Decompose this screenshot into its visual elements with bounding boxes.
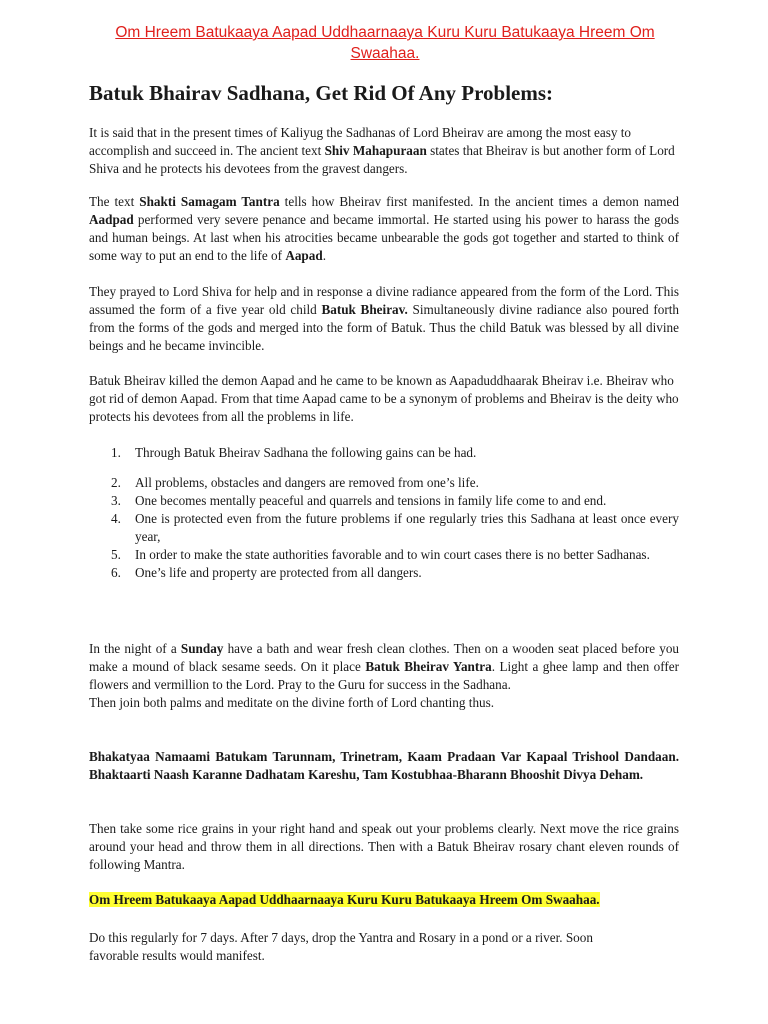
killed-paragraph: Batuk Bheirav killed the demon Aapad and he came to be known as Aapaduddhaarak Bheirav i.e. Bheirav who got rid of demon Aapad. From that time Aapad came to be a synonym of problems and Bheirav is the deity who protects his devotees from all the problems in life. bbox=[89, 373, 679, 424]
intro-bold-shiv-mahapuraan: Shiv Mahapuraan bbox=[324, 143, 427, 158]
intro-text-1: It is said that in the present times of Kaliyug the Sadhanas of Lord Bheirav are among the most easy to accomplish and succeed in. The ancient text bbox=[89, 125, 632, 158]
list-item bbox=[89, 510, 679, 546]
list-text: One’s life and property are protected from all dangers. bbox=[135, 565, 422, 580]
list-number: 2. bbox=[111, 475, 121, 490]
header-mantra: Om Hreem Batukaaya Aapad Uddhaarnaaya Kuru Kuru Batukaaya Hreem Om Swaahaa. bbox=[115, 24, 655, 62]
origin-text-1: The text bbox=[89, 194, 140, 209]
prayer-text-2: Simultaneously divine radiance also poured forth from the forms of the gods and merged into the form of Batuk. Thus the child Batuk was blessed by all divine beings and he became invincible. bbox=[89, 302, 679, 353]
list-text: In order to make the state authorities favorable and to win court cases there is no better Sadhanas. bbox=[135, 547, 650, 562]
list-item bbox=[89, 492, 679, 510]
list-number: 1. bbox=[111, 445, 121, 460]
list-text: All problems, obstacles and dangers are removed from one’s life. bbox=[135, 475, 479, 490]
closing-paragraph bbox=[89, 929, 679, 965]
closing-line-1: Do this regularly for 7 days. After 7 days, drop the Yantra and Rosary in a pond or a river. Soon bbox=[89, 930, 593, 945]
list-item bbox=[89, 474, 679, 492]
list-number: 3. bbox=[111, 493, 121, 508]
ritual-paragraph bbox=[89, 640, 679, 712]
ritual-text-1: In the night of a bbox=[89, 641, 181, 656]
mantra-highlight: Om Hreem Batukaaya Aapad Uddhaarnaaya Kuru Kuru Batukaaya Hreem Om Swaahaa. bbox=[89, 892, 600, 907]
prayer-paragraph bbox=[89, 283, 679, 355]
origin-bold-2: Aadpad bbox=[89, 212, 134, 227]
origin-text-4: . bbox=[322, 248, 326, 263]
ritual-text-4: Then join both palms and meditate on the divine forth of Lord chanting thus. bbox=[89, 695, 495, 710]
mantra-highlight-paragraph bbox=[89, 891, 679, 909]
list-item bbox=[89, 546, 679, 564]
list-text: One is protected even from the future problems if one regularly tries this Sadhana at least once every year, bbox=[135, 511, 679, 544]
prayer-text-1: They prayed to Lord Shiva for help and in response a divine radiance appeared from the form of the Lord. This assumed the form of a five year old child bbox=[89, 284, 679, 317]
list-number: 5. bbox=[111, 547, 121, 562]
list-text: One becomes mentally peaceful and quarrels and tensions in family life come to and end. bbox=[135, 493, 607, 508]
origin-bold-1: Shakti Samagam Tantra bbox=[139, 194, 280, 209]
list-item bbox=[89, 564, 679, 582]
origin-text-3: performed very severe penance and became immortal. He started using his power to harass the gods and human beings. At last when his atrocities became unbearable the gods got together and started to think of some way to put an end to the life of bbox=[89, 212, 679, 263]
page-title: Batuk Bhairav Sadhana, Get Rid Of Any Problems: bbox=[89, 81, 554, 105]
gains-list bbox=[89, 444, 679, 582]
intro-paragraph bbox=[89, 124, 679, 178]
prayer-bold-1: Batuk Bheirav. bbox=[321, 302, 408, 317]
list-number: 4. bbox=[111, 511, 121, 526]
dhyan-verse: Bhakatyaa Namaami Batukam Tarunnam, Trinetram, Kaam Pradaan Var Kapaal Trishool Dandaan. Bhaktaarti Naash Karanne Dadhatam Kareshu, Tam Kostubhaa-Bharann Bhooshit Divya Deham. bbox=[89, 749, 679, 782]
ritual-text-2: have a bath and wear fresh clean clothes. Then on a wooden seat placed before you make a mound of black sesame seeds. On it place bbox=[89, 641, 680, 674]
list-number: 6. bbox=[111, 565, 121, 580]
origin-text-2: tells how Bheirav first manifested. In the ancient times a demon named bbox=[279, 194, 680, 209]
list-item bbox=[89, 444, 679, 462]
ritual-bold-yantra: Batuk Bheirav Yantra bbox=[365, 659, 492, 674]
ritual-bold-sunday: Sunday bbox=[180, 641, 224, 656]
ritual-text-3: . Light a ghee lamp and then offer flowers and vermillion to the Lord. Pray to the Guru for success in the Sadhana. bbox=[89, 659, 679, 692]
list-text: Through Batuk Bheirav Sadhana the following gains can be had. bbox=[135, 445, 477, 460]
origin-paragraph bbox=[89, 193, 679, 265]
rice-paragraph: Then take some rice grains in your right hand and speak out your problems clearly. Next move the rice grains around your head and throw them in all directions. Then with a Batuk Bheirav rosary chant eleven rounds of following Mantra. bbox=[89, 821, 679, 872]
origin-bold-3: Aapad bbox=[285, 248, 323, 263]
closing-line-2: favorable results would manifest. bbox=[89, 948, 265, 963]
intro-text-2: states that Bheirav is but another form of Lord Shiva and he protects his devotees from the gravest dangers. bbox=[89, 143, 675, 176]
